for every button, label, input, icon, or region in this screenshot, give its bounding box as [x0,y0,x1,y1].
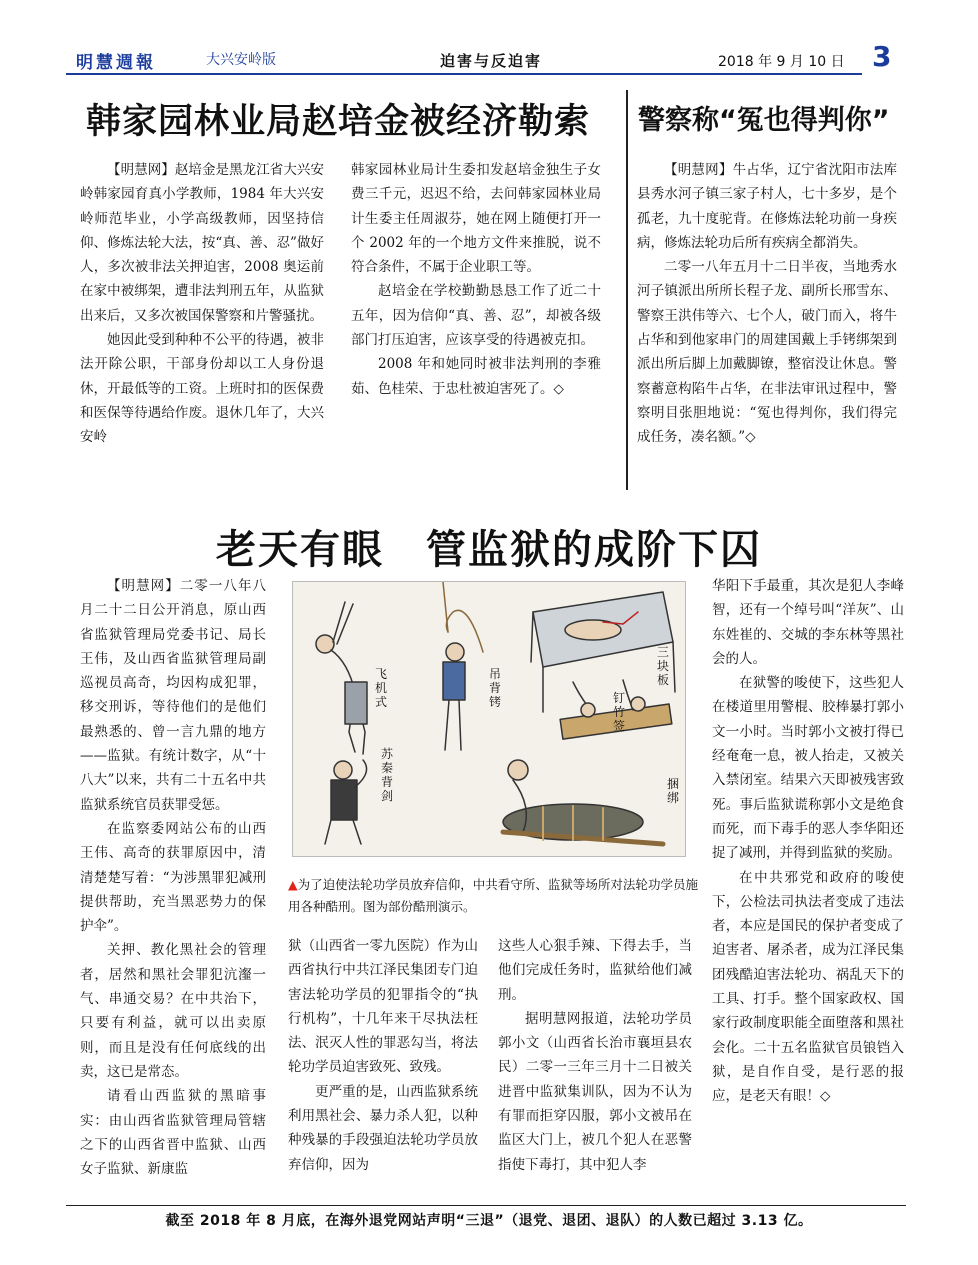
paragraph: 【明慧网】赵培金是黑龙江省大兴安岭韩家园育真小学教师，1984 年大兴安岭师范毕业，小学高级教师，因坚持信仰、修炼法轮大法，按“真、善、忍”做好人，多次被非法关押迫害，2008 奥运前在家中被绑架，遭非法判刑五年，从监狱出来后，又多次被国保警察和片警骚扰。 [80,162,324,324]
page-number: 3 [872,40,892,73]
article3-column-1 [80,574,266,1181]
figure-label: 吊背铐 [489,667,502,709]
paragraph: 关押、教化黑社会的管理者，居然和黑社会罪犯沆瀣一气、串通交易？在中共治下，只要有利益，就可以出卖原则，而且是没有任何底线的出卖，这已是常态。 [80,942,266,1080]
figure-label: 苏秦背剑 [381,747,394,803]
paragraph: 请看山西监狱的黑暗事实：由山西省监狱管理局管辖之下的山西省晋中监狱、山西女子监狱、新康监 [80,1088,266,1178]
figure-caption [288,874,698,918]
paragraph: 这些人心狠手辣、下得去手，当他们完成任务时，监狱给他们减刑。 [498,938,692,1003]
paragraph: 更严重的是，山西监狱系统利用黑社会、暴力杀人犯，以种种残暴的手段强迫法轮功学员放弃信仰，因为 [288,1083,478,1173]
caption-text: 为了迫使法轮功学员放弃信仰，中共看守所、监狱等场所对法轮功学员施用各种酷刑。图为部份酷刑演示。 [288,877,698,914]
paragraph: 据明慧网报道，法轮功学员郭小文（山西省长治市襄垣县农民）二零一三年三月十二日被关进晋中监狱集训队，因为不认为有罪而拒穿囚服，郭小文被吊在监区大门上，被几个犯人在恶警指使下毒打，其中犯人李 [498,1010,692,1173]
edition-label: 大兴安岭版 [206,52,276,68]
figure-label: 三块板 [657,645,670,687]
article3-column-3 [498,934,692,1177]
torture-illustration [292,581,686,857]
masthead [66,40,906,76]
footer-notice: 截至 2018 年 8 月底，在海外退党网站声明“三退”（退党、退团、退队）的人数已超过 3.13 亿。 [165,1213,813,1229]
article2-title: 警察称“冤也得判你” [638,105,890,136]
issue-date: 2018 年 9 月 10 日 [718,54,845,70]
figure-label: 捆绑 [667,777,680,805]
article1-title: 韩家园林业局赵培金被经济勒索 [86,102,591,142]
paragraph: 她因此受到种种不公平的待遇，被非法开除公职，干部身份却以工人身份退休，开最低等的工资。上班时扣的医保费和医保等待遇给作废。退休几年了，大兴安岭 [80,332,324,446]
masthead-rule [66,73,862,75]
article3-column-4 [712,574,904,1109]
section-title: 迫害与反迫害 [440,52,543,70]
figure-label: 飞机式 [375,667,388,709]
article3-column-2 [288,934,478,1177]
paragraph: 二零一八年五月十二日半夜，当地秀水河子镇派出所所长程子龙、副所长邢雪东、警察王洪伟等六、七个人，破门而入，将牛占华和到他家串门的周建国戴上手铐绑架到派出所后脚上加戴脚镣，整宿没让休息。警察蓄意构陷牛占华，在非法审讯过程中，警察明目张胆地说：“冤也得判你，我们得完成任务，凑名额。”◇ [637,259,897,446]
paragraph: 【明慧网】牛占华，辽宁省沈阳市法库县秀水河子镇三家子村人，七十多岁，是个孤老，九十度驼背。在修炼法轮功前一身疾病，修炼法轮功后所有疾病全都消失。 [637,162,897,251]
article3-title: 老天有眼 管监狱的成阶下囚 [216,527,762,573]
caption-marker-icon: ▲ [288,877,298,892]
article1-column-1 [80,158,324,450]
column-divider [626,90,628,490]
illustration-drawing [293,582,686,857]
paragraph: 在狱警的唆使下，这些犯人在楼道里用警棍、胶棒暴打郭小文一小时。当时郭小文被打得已经奄奄一息，被人抬走，又被关入禁闭室。结果六天即被残害致死。事后监狱谎称郭小文是绝食而死，而下毒手的恶人李华阳还捉了减刑，并得到监狱的奖励。 [712,675,904,862]
paragraph: 2008 年和她同时被非法判刑的李雅茹、色桂荣、于忠杜被迫害死了。◇ [351,356,601,397]
paragraph: 韩家园林业局计生委扣发赵培金独生子女费三千元，迟迟不给，去问韩家园林业局计生委主任周淑芬，她在网上随便打开一个 2002 年的一个地方文件来推脱，说不符合条件，不属于企业职工等。 [351,162,601,276]
paragraph: 【明慧网】二零一八年八月二十二日公开消息，原山西省监狱管理局党委书记、局长王伟，及山西省监狱管理局副巡视员高奇，均因构成犯罪，移交刑诉，等待他们的是他们最熟悉的、曾一言九鼎的地方——监狱。有统计数字，从“十八大”以来，共有二十五名中共监狱系统官员获罪受惩。 [80,578,266,813]
paragraph: 狱（山西省一零九医院）作为山西省执行中共江泽民集团专门迫害法轮功学员的犯罪指令的“执行机构”，十几年来干尽执法枉法、泯灭人性的罪恶勾当，将法轮功学员迫害致死、致残。 [288,938,478,1076]
paragraph: 赵培金在学校勤勤恳恳工作了近二十五年，因为信仰“真、善、忍”，却被各级部门打压迫害，应该享受的待遇被克扣。 [351,283,601,349]
paragraph: 在中共邪党和政府的唆使下，公检法司执法者变成了违法者，本应是国民的保护者变成了迫害者、屠杀者，成为江泽民集团残酷迫害法轮功、祸乱天下的工具、打手。整个国家政权、国家行政制度职能全面堕落和黑社会化。二十五名监狱官员锒铛入狱，是自作自受，是行恶的报应，是老天有眼！◇ [712,869,904,1105]
article1-column-2 [351,158,601,401]
paragraph: 在监察委网站公布的山西王伟、高奇的获罪原因中，清清楚楚写着：“为涉黑罪犯减刑提供帮助，充当黑恶势力的保护伞”。 [80,820,266,935]
footer-rule [66,1205,906,1206]
figure-label: 钉竹签 [613,691,626,733]
paragraph: 华阳下手最重，其次是犯人李峰智，还有一个绰号叫“洋灰”、山东姓崔的、交城的李东林等黑社会的人。 [712,578,904,667]
article2-column [637,158,897,450]
paper-name: 明慧週報 [76,53,156,73]
